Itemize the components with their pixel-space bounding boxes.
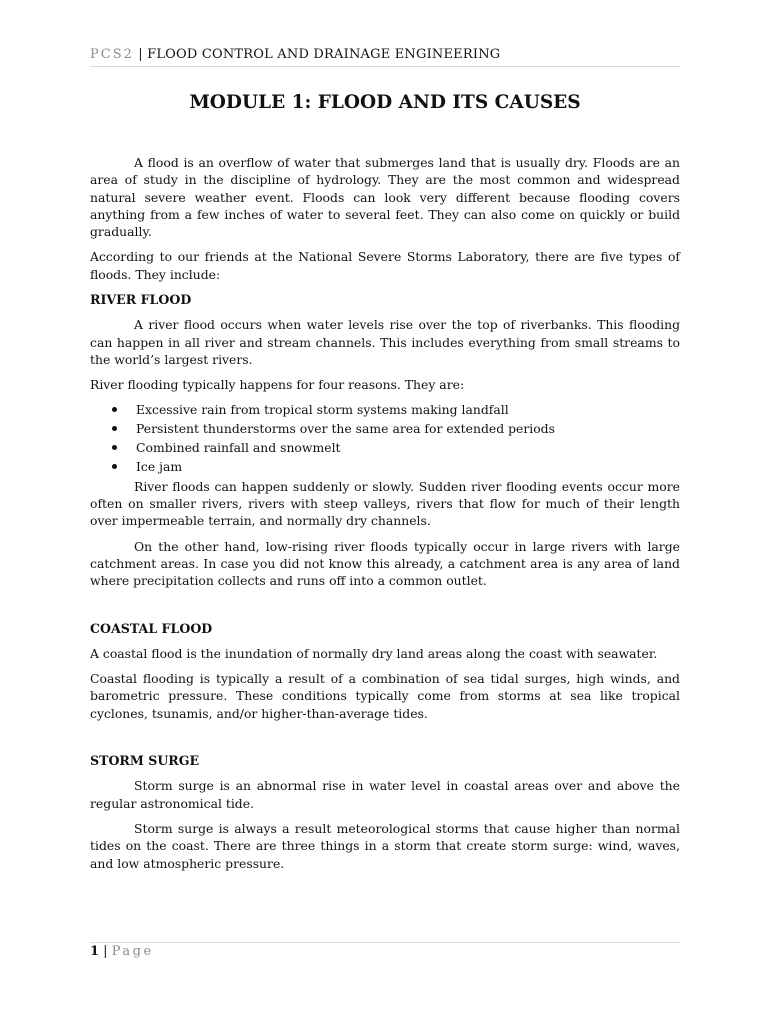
footer-separator: | — [99, 944, 112, 959]
intro-paragraph-2: According to our friends at the National Severe Storms Laboratory, there are five types of floods. They include: — [90, 249, 680, 282]
list-item: Combined rainfall and snowmelt — [90, 438, 680, 457]
bullet-icon — [112, 407, 117, 412]
intro-paragraph-1: A flood is an overflow of water that submerges land that is usually dry. Floods are an area of study in the discipline of hydrology. They are the most common and widespread natural severe weather event. Floods can look very different because flooding covers anything from a few inches of water to several feet. They can also come on quickly or build gradually. — [90, 155, 680, 240]
page-label: Page — [111, 944, 154, 959]
storm-paragraph-1: Storm surge is an abnormal rise in water level in coastal areas over and above the regular astronomical tide. — [90, 778, 680, 811]
bullet-icon — [112, 445, 117, 450]
storm-surge-heading: STORM SURGE — [90, 753, 200, 769]
page-footer — [90, 944, 154, 959]
header-separator: | — [133, 47, 148, 62]
river-paragraph-2: River flooding typically happens for four reasons. They are: — [90, 377, 465, 393]
river-paragraph-4: On the other hand, low-rising river floods typically occur in large rivers with large catchment areas. In case you did not know this already, a catchment area is any area of land where precipitation collects and runs off into a common outlet. — [90, 538, 680, 589]
river-paragraph-3: River floods can happen suddenly or slowly. Sudden river flooding events occur more often on smaller rivers, rivers with steep valleys, rivers that flow for much of their length over impermeable terrain, and normally dry channels. — [90, 478, 680, 529]
running-header — [90, 47, 680, 62]
course-code: PCS2 — [90, 47, 134, 62]
document-body — [90, 154, 680, 872]
bullet-icon — [112, 464, 117, 469]
river-flood-heading: RIVER FLOOD — [90, 292, 192, 308]
list-item: Ice jam — [90, 457, 680, 476]
coastal-flood-heading: COASTAL FLOOD — [90, 620, 213, 636]
footer-divider — [90, 942, 680, 943]
storm-paragraph-2: Storm surge is always a result meteorological storms that cause higher than normal tides on the coast. There are three things in a storm that create storm surge: wind, waves, and low atmospheric pressure. — [90, 820, 680, 871]
bullet-icon — [112, 426, 117, 431]
coastal-paragraph-1: A coastal flood is the inundation of normally dry land areas along the coast with seawater. — [90, 645, 658, 661]
river-reasons-list — [90, 400, 680, 477]
coastal-paragraph-2: Coastal flooding is typically a result of a combination of sea tidal surges, high winds, and barometric pressure. These conditions typically come from storms at sea like tropical cyclones, tsunamis, and/or higher-than-average tides. — [90, 671, 680, 721]
header-divider — [90, 66, 680, 67]
river-paragraph-1: A river flood occurs when water levels rise over the top of riverbanks. This flooding can happen in all river and stream channels. This includes everything from small streams to the world’s largest rivers. — [90, 317, 680, 367]
module-title: MODULE 1: FLOOD AND ITS CAUSES — [189, 92, 581, 113]
course-title: FLOOD CONTROL AND DRAINAGE ENGINEERING — [147, 47, 501, 62]
list-item: Persistent thunderstorms over the same area for extended periods — [90, 419, 680, 438]
list-item: Excessive rain from tropical storm systems making landfall — [90, 400, 680, 419]
page-number: 1 — [90, 944, 100, 959]
